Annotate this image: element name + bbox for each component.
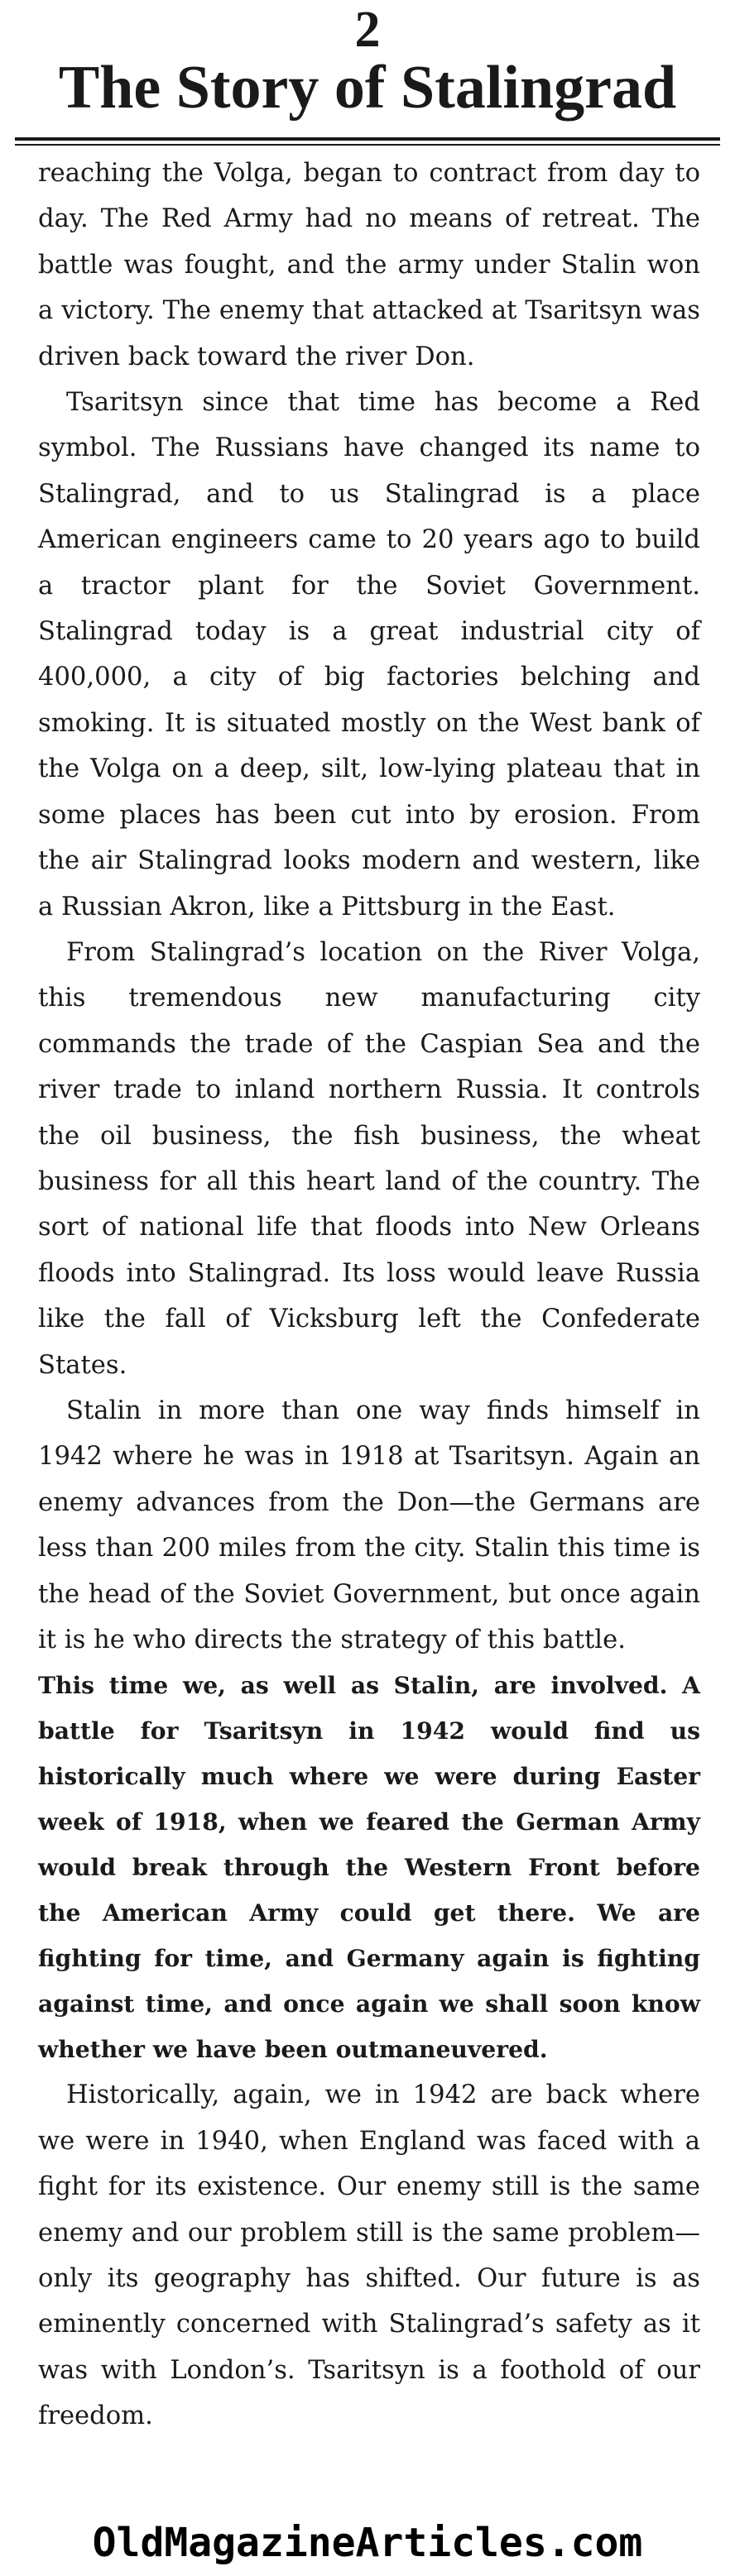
page-number: 2 bbox=[354, 2, 381, 58]
paragraph-5-bold: This time we, as well as Stalin, are involved. A battle for Tsaritsyn in 1942 would find us historically much where we were during Easter week of 1918, when we feared the German Army would break through the Western Front before the American Army could get there. We are fighting for time, and Germany again is fighting against time, and once again we shall soon know whether we have been outmaneuvered. bbox=[38, 1672, 700, 2064]
article-title: The Story of Stalingrad bbox=[58, 54, 677, 122]
title-rule-thick bbox=[15, 137, 720, 141]
paragraph-3: From Stalingrad’s location on the River Volga, this tremendous new manufacturing city commands the trade of the Caspian Sea and the river trade to inland northern Russia. It controls the oil business, the fish business, the wheat business for all this heart land of the country. The sort of national life that floods into New Orleans floods into Stalingrad. Its loss would leave Russia like the fall of Vicksburg left the Confederate States. bbox=[38, 937, 700, 1380]
paragraph-6: Historically, again, we in 1942 are back where we were in 1940, when England was faced with a fight for its existence. Our enemy still is the same enemy and our problem still is the same problem—only its geography has shifted. Our future is as eminently concerned with Stalingrad’s safety as it was with London’s. Tsaritsyn is a foothold of our freedom. bbox=[38, 2080, 700, 2431]
paragraph-2: Tsaritsyn since that time has become a Red symbol. The Russians have changed its name to Stalingrad, and to us Stalingrad is a place American engineers came to 20 years ago to build a tractor plant for the Soviet Government. Stalingrad today is a great industrial city of 400,000, a city of big factories belching and smoking. It is situated mostly on the West bank of the Volga on a deep, silt, low-lying plateau that in some places has been cut into by erosion. From the air Stalingrad looks modern and western, like a Russian Akron, like a Pittsburg in the East. bbox=[38, 388, 700, 922]
article-body bbox=[38, 151, 700, 2440]
site-watermark: OldMagazineArticles.com bbox=[92, 2520, 643, 2566]
paragraph-4: Stalin in more than one way finds himself in 1942 where he was in 1918 at Tsaritsyn. Again an enemy advances from the Don—the Germans are less than 200 miles from the city. Stalin this time is the head of the Soviet Government, but once again it is he who directs the strategy of this battle. bbox=[38, 1396, 700, 1654]
paragraph-1: reaching the Volga, began to contract from day to day. The Red Army had no means of retreat. The battle was fought, and the army under Stalin won a victory. The enemy that attacked at Tsaritsyn was driven back toward the river Don. bbox=[38, 159, 700, 371]
title-rule-thin bbox=[15, 144, 720, 146]
